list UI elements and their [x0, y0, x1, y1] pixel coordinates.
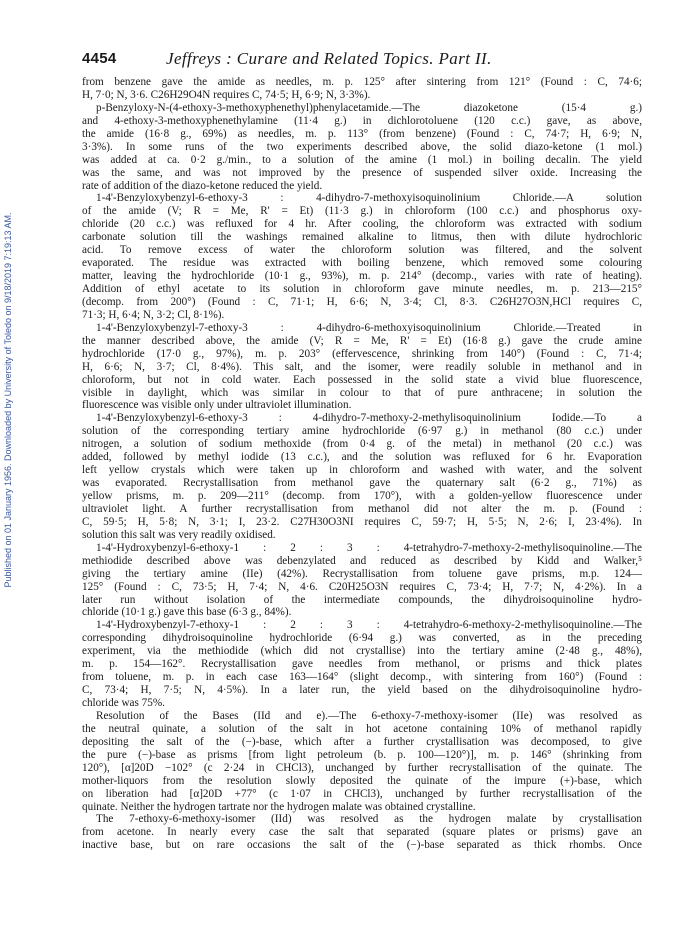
text-line: Addition of ethyl acetate to its solution in chloroform gave minute needles, m. p. 213—215°: [82, 283, 642, 295]
text-line: was evaporated. Recrystallisation from methanol gave the quaternary salt (6·2 g., 71%) as: [82, 477, 642, 490]
text-line: added, followed by methyl iodide (13 c.c.), and the solution was refluxed for 6 hr. Evaporation: [82, 451, 642, 464]
text-line: rate of addition of the diazo-ketone reduced the yield.: [82, 179, 323, 192]
text-line: (decomp. from 200°) (Found : C, 71·1; H, 6·6; N, 3·4; Cl, 8·3. C26H27O3N,HCl requires C,: [82, 295, 642, 308]
text-line: acid. To remove excess of water the chloroform solution was filtered, and the solvent: [82, 244, 642, 257]
text-line: 3·3%). In some runs of the two experiments described above, the solid diazo-ketone (1 mol.): [82, 140, 642, 153]
text-line: H, 7·0; N, 3·6. C26H29O4N requires C, 74·5; H, 6·9; N, 3·3%).: [82, 88, 371, 101]
text-line: left yellow crystals which were taken up in chloroform and washed with water, and the solvent: [82, 464, 642, 477]
text-line: fluorescence was visible only under ultraviolet illumination.: [82, 399, 352, 412]
text-line: corresponding dihydroisoquinoline hydrochloride (6·94 g.) was converted, as in the preceding: [82, 632, 642, 645]
text-line: chloroform, but not in cold water. Each possessed in the solid state a vivid blue fluorescence,: [82, 373, 642, 386]
text-line: carbonate solution till the washings remained alkaline to litmus, then with dilute hydrochloric: [82, 231, 642, 244]
text-line: chloride (20 c.c.) was refluxed for 4 hr. After cooling, the chloroform was extracted with sodium: [82, 218, 642, 231]
text-line: solution of the corresponding tertiary amine hydrochloride (6·97 g.) in methanol (80 c.c.) under: [82, 425, 642, 438]
text-line: on liberation had [α]20D +77° (c 1·07 in CHCl3), unchanged by further recrystallisation of the: [82, 787, 642, 800]
text-line: was added at ca. 0·2 g./min., to a solution of the amine (1 mol.) in boiling decalin. The yield: [82, 153, 642, 166]
text-line: giving the tertiary amine (IIe) (42%). Recrystallisation from toluene gave prisms, m.p. 124—: [82, 567, 642, 580]
text-line: hydrochloride (17·0 g., 97%), m. p. 203° (effervescence, shrinking from 140°) (Found : C, 71·4;: [82, 347, 642, 360]
text-line: mother-liquors from the resolution slowly deposited the quinate of the impure (+)-base, which: [82, 774, 642, 787]
body-text: [82, 76, 642, 852]
text-line: evaporated. The residue was extracted with boiling benzene, which removed some colouring: [82, 257, 642, 270]
text-line: H, 6·6; N, 3·7; Cl, 8·4%). This salt, and the isomer, were readily soluble in methanol and in: [82, 360, 642, 373]
download-notice-text: Published on 01 January 1956. Downloaded by University of Toledo on 9/18/2019 7:19:13 AM.: [3, 212, 13, 588]
text-line: 1-4'-Hydroxybenzyl-7-ethoxy-1 : 2 : 3 : 4-tetrahydro-6-methoxy-2-methylisoquinoline.—The: [96, 619, 642, 632]
text-line: quinate. Neither the hydrogen tartrate nor the hydrogen malate was obtained crystalline.: [82, 800, 476, 813]
text-line: inactive base, but on rare occasions the salt of the (−)-base separated as thick rhombs. Once: [82, 839, 642, 852]
text-line: p-Benzyloxy-N-(4-ethoxy-3-methoxyphenethyl)phenylacetamide.—The diazoketone (15·4 g.): [96, 101, 642, 114]
text-line: methiodide described above was debenzylated and reduced as described by Kidd and Walker,⁵: [82, 554, 642, 567]
text-line: Resolution of the Bases (IId and e).—The 6-ethoxy-7-methoxy-isomer (IIe) was resolved as: [96, 709, 642, 722]
text-line: 120°), [α]20D −102° (c 2·24 in CHCl3), unchanged by further recrystallisation of the quinate. The: [82, 761, 642, 774]
text-line: 71·3; H, 6·4; N, 3·2; Cl, 8·1%).: [82, 308, 225, 321]
text-line: from acetone. In nearly every case the salt that separated (square plates or prisms) gave an: [82, 826, 642, 839]
text-line: and 4-ethoxy-3-methoxyphenethylamine (11·4 g.) in dichlorotoluene (120 c.c.) gave, as above,: [82, 114, 642, 127]
text-line: was the same, and was not improved by the presence of suspended silver oxide. Increasing the: [82, 166, 642, 179]
text-line: the neutral quinate, a solution of the salt in hot acetone containing 10% of methanol rapidly: [82, 722, 642, 735]
text-line: C, 73·4; H, 7·5; N, 4·5%). In a later run, the yield based on the dihydroisoquinoline hydro-: [82, 684, 642, 697]
text-line: m. p. 154—162°. Recrystallisation gave needles from methanol, or prisms and thick plates: [82, 658, 642, 671]
text-line: ultraviolet light. A further recrystallisation from methanol did not alter the m. p. (Found :: [82, 502, 642, 515]
text-line: matter, leaving the hydrochloride (10·1 g., 93%), m. p. 214° (decomp., varies with rate of heating).: [82, 270, 642, 283]
text-line: C, 59·5; H, 5·8; N, 3·1; I, 23·2. C27H30O3NI requires C, 59·7; H, 5·5; N, 2·6; I, 23·4%). In: [82, 515, 642, 528]
text-line: solution this salt was very readily oxidised.: [82, 528, 276, 541]
text-line: experiment, via the methiodide (which did not crystallise) into the tertiary amine (2·48 g., 48%),: [82, 645, 642, 658]
page-header: [82, 50, 642, 70]
text-line: chloride was 75%.: [82, 697, 165, 709]
text-line: the manner described above, the amide (V; R = Me, R' = Et) (16·8 g.) gave the crude amine: [82, 334, 642, 347]
page-number: 4454: [82, 50, 117, 67]
text-line: from toluene, m. p. in each case 163—164° (slight decomp., with sintering from 160°) (Found :: [82, 671, 642, 684]
text-line: later run without isolation of the intermediate compounds, the dihydroisoquinoline hydro-: [82, 593, 642, 606]
text-line: visible in daylight, which was similar in colour to that of pure anthracene; in solution the: [82, 386, 642, 399]
text-line: of the amide (V; R = Me, R' = Et) (11·3 g.) in chloroform (100 c.c.) and phosphorus oxy-: [82, 205, 642, 218]
text-line: 1-4'-Benzyloxybenzyl-7-ethoxy-3 : 4-dihydro-6-methoxyisoquinolinium Chloride.—Treated in: [96, 321, 642, 334]
text-line: The 7-ethoxy-6-methoxy-isomer (IId) was resolved as the hydrogen malate by crystallisation: [96, 813, 642, 826]
download-notice: [2, 120, 14, 680]
text-line: 1-4'-Hydroxybenzyl-6-ethoxy-1 : 2 : 3 : 4-tetrahydro-7-methoxy-2-methylisoquinoline.—The: [96, 541, 642, 554]
text-line: depositing the salt of the (−)-base, which after a further crystallisation was decomposed, to give: [82, 735, 642, 748]
text-line: 1-4'-Benzyloxybenzyl-6-ethoxy-3 : 4-dihydro-7-methoxyisoquinolinium Chloride.—A solution: [96, 192, 642, 205]
text-line: 125° (Found : C, 73·5; H, 7·4; N, 4·6. C20H25O3N requires C, 73·4; H, 7·7; N, 4·2%). In a: [82, 580, 642, 593]
text-line: nitrogen, a solution of sodium methoxide (from 0·4 g. of the metal) in methanol (20 c.c.) was: [82, 438, 642, 451]
text-line: 1-4'-Benzyloxybenzyl-6-ethoxy-3 : 4-dihydro-7-methoxy-2-methylisoquinolinium Iodide.—To a: [96, 412, 642, 425]
text-line: the pure (−)-base as prisms [from light petroleum (b. p. 100—120°)], m. p. 146° (shrinking from: [82, 748, 642, 761]
text-line: yellow prisms, m. p. 209—211° (decomp. from 170°), with a golden-yellow fluorescence under: [82, 490, 642, 502]
running-head: Jeffreys : Curare and Related Topics. Part II.: [166, 49, 492, 68]
text-line: the amide (16·8 g., 69%) as needles, m. p. 113° (from benzene) (Found : C, 74·7; H, 6·9; N,: [82, 127, 642, 140]
text-line: from benzene gave the amide as needles, m. p. 125° after sintering from 121° (Found : C, 74·6;: [82, 76, 642, 88]
text-line: chloride (10·1 g.) gave this base (6·3 g., 84%).: [82, 606, 292, 619]
